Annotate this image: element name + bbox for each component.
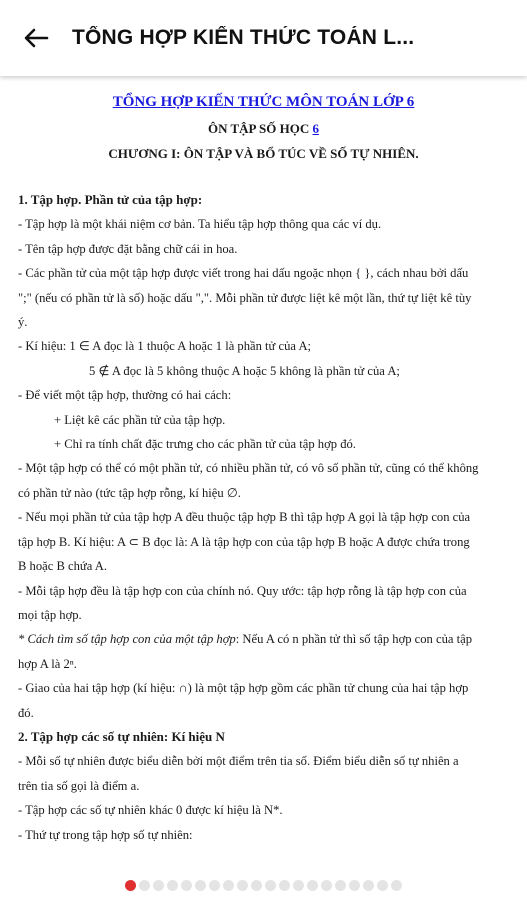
page-dot[interactable] (335, 880, 346, 891)
text-line: hợp A là 2ⁿ. (18, 656, 77, 671)
document-body (18, 188, 509, 847)
page-dot[interactable] (391, 880, 402, 891)
italic-phrase: * Cách tìm số tập hợp con của một tập hợp (18, 632, 236, 647)
page-dot[interactable] (307, 880, 318, 891)
text-line: có phần tử nào (tức tập hợp rỗng, kí hiệu ∅. (18, 485, 241, 500)
text-line: - Thứ tự trong tập hợp số tự nhiên: (18, 827, 193, 842)
app-bar (0, 0, 527, 76)
document-title (18, 94, 509, 111)
page-dot[interactable] (349, 880, 360, 891)
page-dot[interactable] (237, 880, 248, 891)
text-line: - Tên tập hợp được đặt bằng chữ cái in hoa. (18, 241, 238, 256)
text-line: - Kí hiệu: 1 ∈ A đọc là 1 thuộc A hoặc 1 là phần tử của A; (18, 339, 312, 354)
text-fragment: : Nếu A có n phần tử thì số tập hợp con của tập (235, 632, 473, 647)
page-dot[interactable] (181, 880, 192, 891)
text-line: - Mỗi tập hợp đều là tập hợp con của chính nó. Quy ước: tập hợp rỗng là tập hợp con của (18, 583, 467, 598)
text-line: ý. (18, 315, 28, 330)
page-dot[interactable] (125, 880, 136, 891)
page-dot[interactable] (251, 880, 262, 891)
page-title: TỔNG HỢP KIẾN THỨC TOÁN L... (72, 26, 415, 49)
document-subtitle (18, 121, 509, 137)
text-line: - Mỗi số tự nhiên được biểu diễn bởi một điểm trên tia số. Điểm biểu diễn số tự nhiên a (18, 754, 459, 769)
page-dot[interactable] (377, 880, 388, 891)
chapter-heading: CHƯƠNG I: ÔN TẬP VÀ BỔ TÚC VỀ SỐ TỰ NHIÊN. (108, 146, 419, 161)
text-line: B hoặc B chứa A. (18, 559, 108, 574)
page-dot[interactable] (293, 880, 304, 891)
document-content[interactable] (0, 80, 527, 870)
text-line (18, 627, 509, 651)
text-line: - Tập hợp các số tự nhiên khác 0 được kí hiệu là N*. (18, 803, 283, 818)
section-heading: 2. Tập hợp các số tự nhiên: Kí hiệu N (18, 728, 225, 744)
text-line: mọi tập hợp. (18, 607, 82, 622)
page-dot[interactable] (363, 880, 374, 891)
text-line: - Giao của hai tập hợp (kí hiệu: ∩) là một tập hợp gồm các phần tử chung của hai tập hợp (18, 681, 469, 696)
text-line: ";" (nếu có phần tử là số) hoặc dấu ",". Mỗi phần tử được liệt kê một lần, thứ tự liệt kê tùy (18, 290, 472, 305)
text-line: - Tập hợp là một khái niệm cơ bản. Ta hiểu tập hợp thông qua các ví dụ. (18, 217, 382, 232)
page-dot[interactable] (139, 880, 150, 891)
page-dot[interactable] (223, 880, 234, 891)
section-heading: 1. Tập hợp. Phần tử của tập hợp: (18, 192, 203, 207)
text-line: - Các phần tử của một tập hợp được viết trong hai dấu ngoặc nhọn { }, cách nhau bởi dấu (18, 266, 469, 281)
page-dot[interactable] (265, 880, 276, 891)
document-title-link[interactable]: TỔNG HỢP KIẾN THỨC MÔN TOÁN LỚP 6 (112, 94, 415, 110)
arrow-left-icon (23, 27, 49, 49)
subtitle-link[interactable]: 6 (312, 121, 319, 136)
page-dot[interactable] (209, 880, 220, 891)
page-dot[interactable] (167, 880, 178, 891)
back-button[interactable] (0, 0, 72, 76)
text-line: - Nếu mọi phần tử của tập hợp A đều thuộc tập hợp B thì tập hợp A gọi là tập hợp con của (18, 510, 471, 525)
text-line: đó. (18, 705, 34, 720)
page-dot[interactable] (195, 880, 206, 891)
page-dot[interactable] (279, 880, 290, 891)
subtitle-text: ÔN TẬP SỐ HỌC (207, 121, 313, 136)
text-line: + Liệt kê các phần tử của tập hợp. (54, 412, 226, 427)
text-line: + Chỉ ra tính chất đặc trưng cho các phần tử của tập hợp đó. (54, 437, 356, 452)
page-dot[interactable] (153, 880, 164, 891)
text-line: 5 ∉ A đọc là 5 không thuộc A hoặc 5 không là phần tử của A; (89, 363, 400, 378)
text-line: tập hợp B. Kí hiệu: A ⊂ B đọc là: A là tập hợp con của tập hợp B hoặc A được chứa trong (18, 534, 470, 549)
page-dot[interactable] (321, 880, 332, 891)
text-line: - Để viết một tập hợp, thường có hai cách: (18, 388, 232, 403)
text-line: - Một tập hợp có thể có một phần tử, có nhiều phần tử, có vô số phần tử, cũng có thể không (18, 461, 479, 476)
page-indicator[interactable] (0, 876, 527, 894)
text-line: trên tia số gọi là điểm a. (18, 778, 140, 793)
